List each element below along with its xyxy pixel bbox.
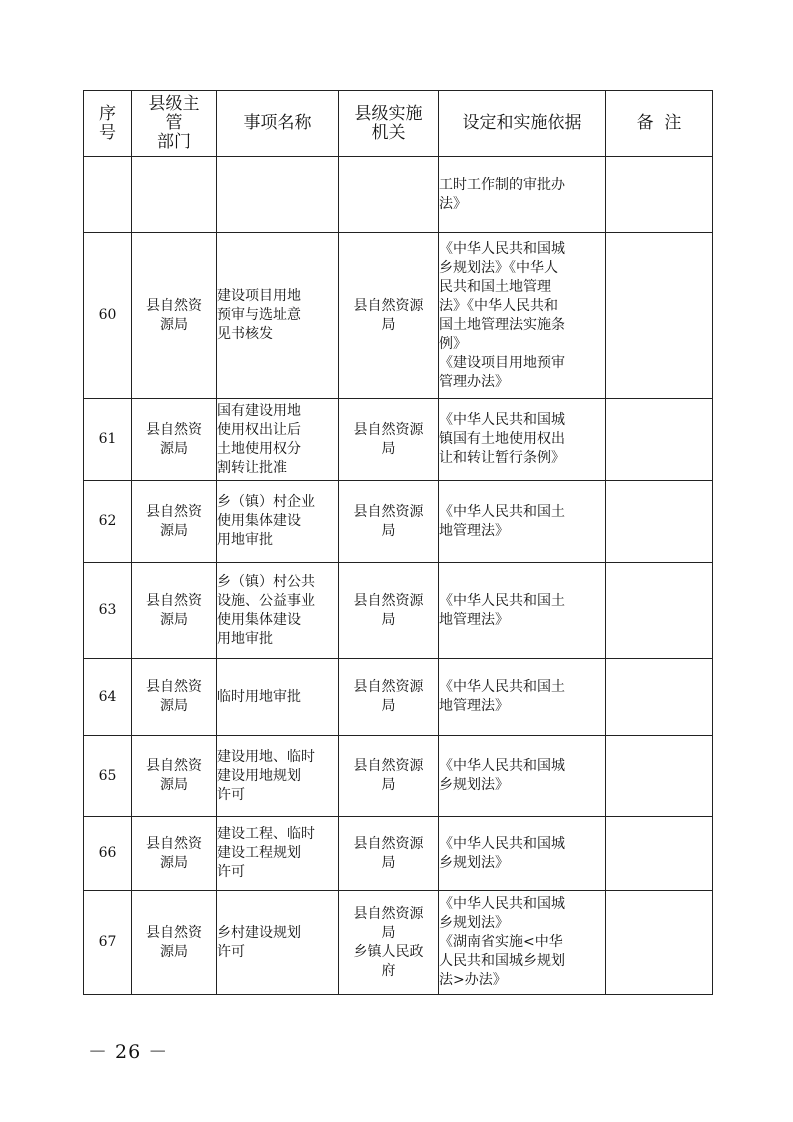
cell-remark <box>606 891 713 995</box>
cell-item-line: 建设用地、临时 <box>217 748 315 765</box>
cell-dept-line: 县自然资 <box>146 421 202 438</box>
cell-dept-line: 源局 <box>160 698 188 714</box>
cell-basis-line: 《建设项目用地预审 <box>439 354 565 371</box>
cell-basis-line: 法》《中华人民共和 <box>439 297 558 314</box>
cell-org <box>339 736 439 817</box>
cell-dept-line: 源局 <box>160 440 188 457</box>
cell-basis-line: 镇国有土地使用权出 <box>439 431 565 447</box>
cell-item-line: 用地审批 <box>217 532 273 548</box>
cell-org-line: 局 <box>381 924 396 941</box>
cell-org-line: 局 <box>381 522 396 539</box>
cell-org-line: 县自然资源 <box>353 592 424 609</box>
cell-remark <box>606 157 713 233</box>
header-basis: 设定和实施依据 <box>439 91 606 157</box>
cell-org-line: 县自然资源 <box>353 758 424 774</box>
cell-item <box>217 399 339 481</box>
cell-seq: 61 <box>84 399 132 481</box>
cell-dept <box>132 233 217 399</box>
cell-item-line: 割转让批准 <box>217 459 287 476</box>
cell-org-line: 局 <box>381 440 396 457</box>
cell-seq: 65 <box>84 736 132 817</box>
cell-remark <box>606 399 713 481</box>
cell-item-line: 临时用地审批 <box>217 688 301 705</box>
cell-item-line: 乡（镇）村企业 <box>217 494 315 510</box>
cell-basis <box>439 891 606 995</box>
cell-item <box>217 233 339 399</box>
cell-basis <box>439 233 606 399</box>
cell-item <box>217 891 339 995</box>
cell-org-line: 县自然资源 <box>353 679 424 695</box>
cell-basis <box>439 481 606 563</box>
cell-basis-line: 乡规划法》《中华人 <box>439 259 558 276</box>
cell-dept <box>132 736 217 817</box>
cell-dept-line: 源局 <box>160 611 188 628</box>
cell-basis <box>439 563 606 659</box>
cell-item-line: 使用集体建设 <box>217 513 301 529</box>
cell-org <box>339 157 439 233</box>
cell-basis-line: 《中华人民共和国土 <box>439 592 565 609</box>
cell-basis-line: 管理办法》 <box>439 373 509 390</box>
cell-basis <box>439 659 606 736</box>
cell-basis-line: 《中华人民共和国土 <box>439 679 565 695</box>
cell-seq: 67 <box>84 891 132 995</box>
cell-dept <box>132 563 217 659</box>
cell-basis-line: 工时工作制的审批办 <box>439 176 565 193</box>
cell-dept <box>132 817 217 891</box>
cell-seq: 62 <box>84 481 132 563</box>
cell-item <box>217 563 339 659</box>
header-dept: 县级主 管 部门 <box>132 91 217 157</box>
table-row <box>84 891 713 995</box>
cell-item-line: 建设工程规划 <box>217 845 301 861</box>
cell-item-line: 建设工程、临时 <box>217 826 315 842</box>
cell-basis-line: 法>办法》 <box>439 972 507 988</box>
cell-seq <box>84 157 132 233</box>
cell-org-line: 局 <box>381 316 396 333</box>
cell-item-line: 见书核发 <box>217 326 273 342</box>
cell-item-line: 国有建设用地 <box>217 402 301 419</box>
cell-org-line: 县自然资源 <box>353 503 424 520</box>
cell-remark <box>606 817 713 891</box>
cell-basis-line: 地管理法》 <box>439 698 509 714</box>
cell-basis-line: 乡规划法》 <box>439 915 509 931</box>
cell-basis-line: 让和转让暂行条例》 <box>439 450 565 466</box>
cell-item <box>217 659 339 736</box>
cell-item-line: 建设项目用地 <box>217 288 301 304</box>
cell-org <box>339 817 439 891</box>
cell-seq: 64 <box>84 659 132 736</box>
header-seq: 序 号 <box>84 91 132 157</box>
cell-dept-line: 源局 <box>160 522 188 539</box>
cell-dept-line: 县自然资 <box>146 924 202 941</box>
service-items-table <box>83 90 713 995</box>
cell-item <box>217 817 339 891</box>
cell-org <box>339 659 439 736</box>
cell-dept-line: 源局 <box>160 316 188 333</box>
cell-item-line: 设施、公益事业 <box>217 592 315 609</box>
cell-basis-line: 《中华人民共和国城 <box>439 412 565 428</box>
cell-seq: 63 <box>84 563 132 659</box>
cell-org-line: 县自然资源 <box>353 297 424 314</box>
cell-basis <box>439 817 606 891</box>
cell-item <box>217 736 339 817</box>
cell-item-line: 许可 <box>217 943 245 960</box>
cell-basis-line: 例》 <box>439 335 467 352</box>
table-row <box>84 659 713 736</box>
cell-org-line: 局 <box>381 611 396 628</box>
cell-basis-line: 《中华人民共和国土 <box>439 503 565 520</box>
table-row <box>84 736 713 817</box>
cell-basis-line: 国土地管理法实施条 <box>439 316 565 333</box>
cell-org <box>339 481 439 563</box>
cell-item <box>217 481 339 563</box>
cell-remark <box>606 736 713 817</box>
cell-org-line: 局 <box>381 777 396 793</box>
cell-org-line: 局 <box>381 854 396 871</box>
cell-basis-line: 乡规划法》 <box>439 777 509 793</box>
cell-remark <box>606 659 713 736</box>
cell-remark <box>606 233 713 399</box>
header-row <box>84 91 713 157</box>
cell-dept <box>132 481 217 563</box>
cell-basis-line: 乡规划法》 <box>439 854 509 871</box>
cell-basis <box>439 736 606 817</box>
cell-item-line: 建设用地规划 <box>217 767 301 784</box>
cell-seq: 60 <box>84 233 132 399</box>
cell-org-line: 县自然资源 <box>353 835 424 852</box>
table-row <box>84 399 713 481</box>
cell-org <box>339 233 439 399</box>
cell-remark <box>606 481 713 563</box>
cell-item-line: 乡（镇）村公共 <box>217 573 315 590</box>
cell-org <box>339 891 439 995</box>
cell-item <box>217 157 339 233</box>
cell-basis-line: 地管理法》 <box>439 611 509 628</box>
cell-basis-line: 地管理法》 <box>439 522 509 539</box>
cell-basis-line: 人民共和国城乡规划 <box>439 953 565 969</box>
cell-org-line: 县自然资源 <box>353 905 424 922</box>
cell-item-line: 预审与选址意 <box>217 307 301 323</box>
cell-dept <box>132 399 217 481</box>
cell-org-line: 局 <box>381 698 396 714</box>
cell-basis <box>439 157 606 233</box>
cell-dept <box>132 157 217 233</box>
cell-dept-line: 源局 <box>160 854 188 871</box>
cell-dept <box>132 891 217 995</box>
cell-basis-line: 《中华人民共和国城 <box>439 758 565 774</box>
cell-org-line: 县自然资源 <box>353 421 424 438</box>
cell-item-line: 许可 <box>217 864 245 880</box>
header-item: 事项名称 <box>217 91 339 157</box>
header-org: 县级实施 机关 <box>339 91 439 157</box>
cell-basis-line: 《中华人民共和国城 <box>439 835 565 852</box>
cell-remark <box>606 563 713 659</box>
cell-basis-line: 民共和国土地管理 <box>439 278 551 295</box>
cell-dept-line: 源局 <box>160 943 188 960</box>
table-row <box>84 157 713 233</box>
cell-basis-line: 法》 <box>439 195 467 212</box>
cell-dept-line: 县自然资 <box>146 592 202 609</box>
cell-dept-line: 县自然资 <box>146 679 202 695</box>
cell-basis <box>439 399 606 481</box>
cell-item-line: 使用集体建设 <box>217 611 301 628</box>
cell-dept-line: 源局 <box>160 777 188 793</box>
table-row <box>84 563 713 659</box>
cell-dept-line: 县自然资 <box>146 297 202 314</box>
cell-basis-line: 《中华人民共和国城 <box>439 896 565 912</box>
cell-org-line: 乡镇人民政 <box>353 943 424 960</box>
header-remark: 备 注 <box>606 91 713 157</box>
cell-item-line: 使用权出让后 <box>217 421 301 438</box>
cell-basis-line: 《湖南省实施<中华 <box>439 934 563 950</box>
cell-org <box>339 399 439 481</box>
cell-org <box>339 563 439 659</box>
cell-dept-line: 县自然资 <box>146 503 202 520</box>
cell-dept-line: 县自然资 <box>146 758 202 774</box>
cell-item-line: 许可 <box>217 786 245 803</box>
cell-org-line: 府 <box>381 962 396 979</box>
cell-basis-line: 《中华人民共和国城 <box>439 240 565 257</box>
page-number: － 26 － <box>88 1041 169 1063</box>
cell-dept-line: 县自然资 <box>146 835 202 852</box>
cell-dept <box>132 659 217 736</box>
cell-item-line: 乡村建设规划 <box>217 924 301 941</box>
table-row <box>84 233 713 399</box>
table-row <box>84 481 713 563</box>
cell-item-line: 土地使用权分 <box>217 440 301 457</box>
table-row <box>84 817 713 891</box>
cell-seq: 66 <box>84 817 132 891</box>
cell-item-line: 用地审批 <box>217 630 273 647</box>
